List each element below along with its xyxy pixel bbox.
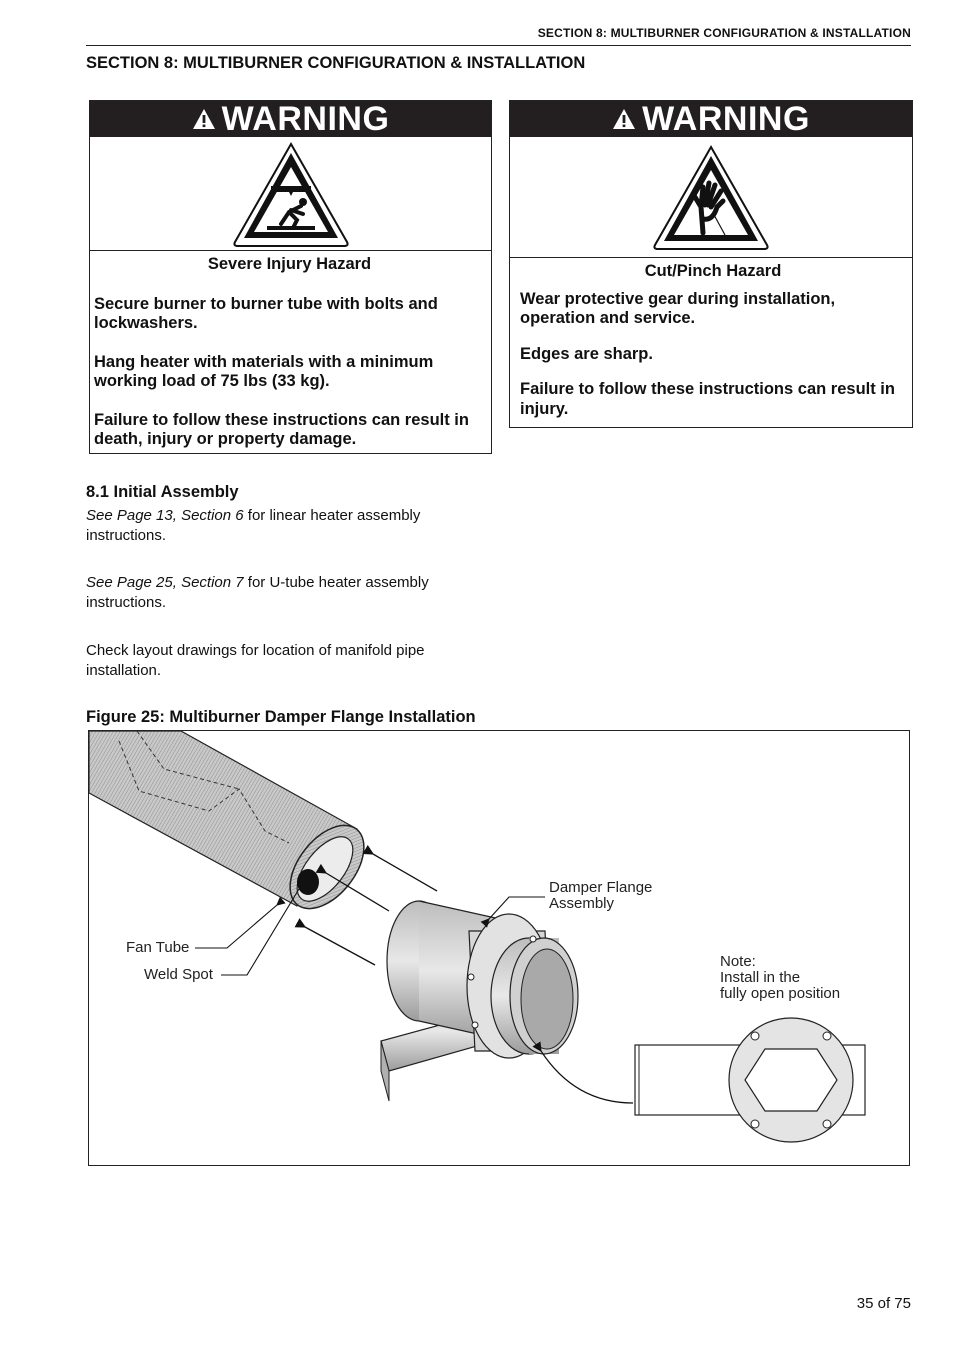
paragraph-text: for linear heater assembly instructions. bbox=[86, 507, 421, 544]
cut-hazard-picture bbox=[510, 137, 912, 258]
warning-box-severe-injury bbox=[89, 100, 492, 454]
warning-line: Secure burner to burner tube with bolts and lockwashers. bbox=[94, 294, 438, 332]
section-title: SECTION 8: MULTIBURNER CONFIGURATION & INSTALLATION bbox=[86, 54, 586, 72]
cross-reference: See Page 25, Section 7 bbox=[86, 574, 244, 591]
damper-flange-illustration bbox=[89, 731, 910, 1166]
label-note bbox=[720, 954, 840, 1002]
alert-triangle-icon bbox=[612, 108, 636, 130]
label-weld-spot: Weld Spot bbox=[144, 966, 213, 983]
label-line: Assembly bbox=[549, 895, 615, 912]
crush-hazard-picture bbox=[90, 137, 491, 251]
paragraph-utube bbox=[86, 573, 466, 612]
burner-tube bbox=[89, 731, 379, 922]
warning-box-cut-pinch bbox=[509, 100, 913, 428]
warning-title: WARNING bbox=[642, 100, 810, 138]
warning-line: Wear protective gear during installation, operation and service. bbox=[520, 289, 836, 327]
cross-reference: See Page 13, Section 6 bbox=[86, 507, 244, 524]
label-damper-flange bbox=[549, 880, 652, 912]
warning-line: Failure to follow these instructions can result in death, injury or property damage. bbox=[94, 410, 469, 448]
figure-damper-flange bbox=[88, 730, 910, 1166]
label-line: Note: bbox=[720, 953, 756, 970]
open-position-detail bbox=[635, 1018, 865, 1142]
subsection-heading: 8.1 Initial Assembly bbox=[86, 483, 239, 501]
detail-callout-curve bbox=[541, 1051, 633, 1103]
hazard-name: Cut/Pinch Hazard bbox=[644, 262, 782, 280]
warning-header bbox=[90, 101, 491, 137]
paragraph-linear bbox=[86, 506, 466, 545]
warning-line: Hang heater with materials with a minimum working load of 75 lbs (33 kg). bbox=[94, 352, 434, 390]
label-line: Install in the bbox=[720, 969, 801, 986]
label-line: Damper Flange bbox=[549, 879, 653, 896]
crush-hazard-icon bbox=[231, 140, 351, 248]
figure-title: Figure 25: Multiburner Damper Flange Installation bbox=[86, 708, 476, 726]
hazard-name: Severe Injury Hazard bbox=[207, 255, 372, 273]
cut-hand-hazard-icon bbox=[651, 143, 771, 251]
paragraph-text: for U-tube heater assembly instructions. bbox=[86, 574, 429, 611]
page-number: 35 of 75 bbox=[856, 1295, 911, 1312]
warning-line: Edges are sharp. bbox=[520, 344, 653, 363]
warning-line: Failure to follow these instructions can result in injury. bbox=[520, 380, 895, 418]
label-line: fully open position bbox=[720, 985, 841, 1002]
damper-flange-assembly bbox=[381, 901, 578, 1101]
paragraph-manifold: Check layout drawings for location of manifold pipe installation. bbox=[86, 642, 425, 679]
warning-header bbox=[510, 101, 912, 137]
alert-triangle-icon bbox=[192, 108, 216, 130]
warning-title: WARNING bbox=[221, 100, 390, 138]
running-head: SECTION 8: MULTIBURNER CONFIGURATION & INSTALLATION bbox=[86, 25, 911, 46]
label-fan-tube: Fan Tube bbox=[126, 939, 190, 956]
